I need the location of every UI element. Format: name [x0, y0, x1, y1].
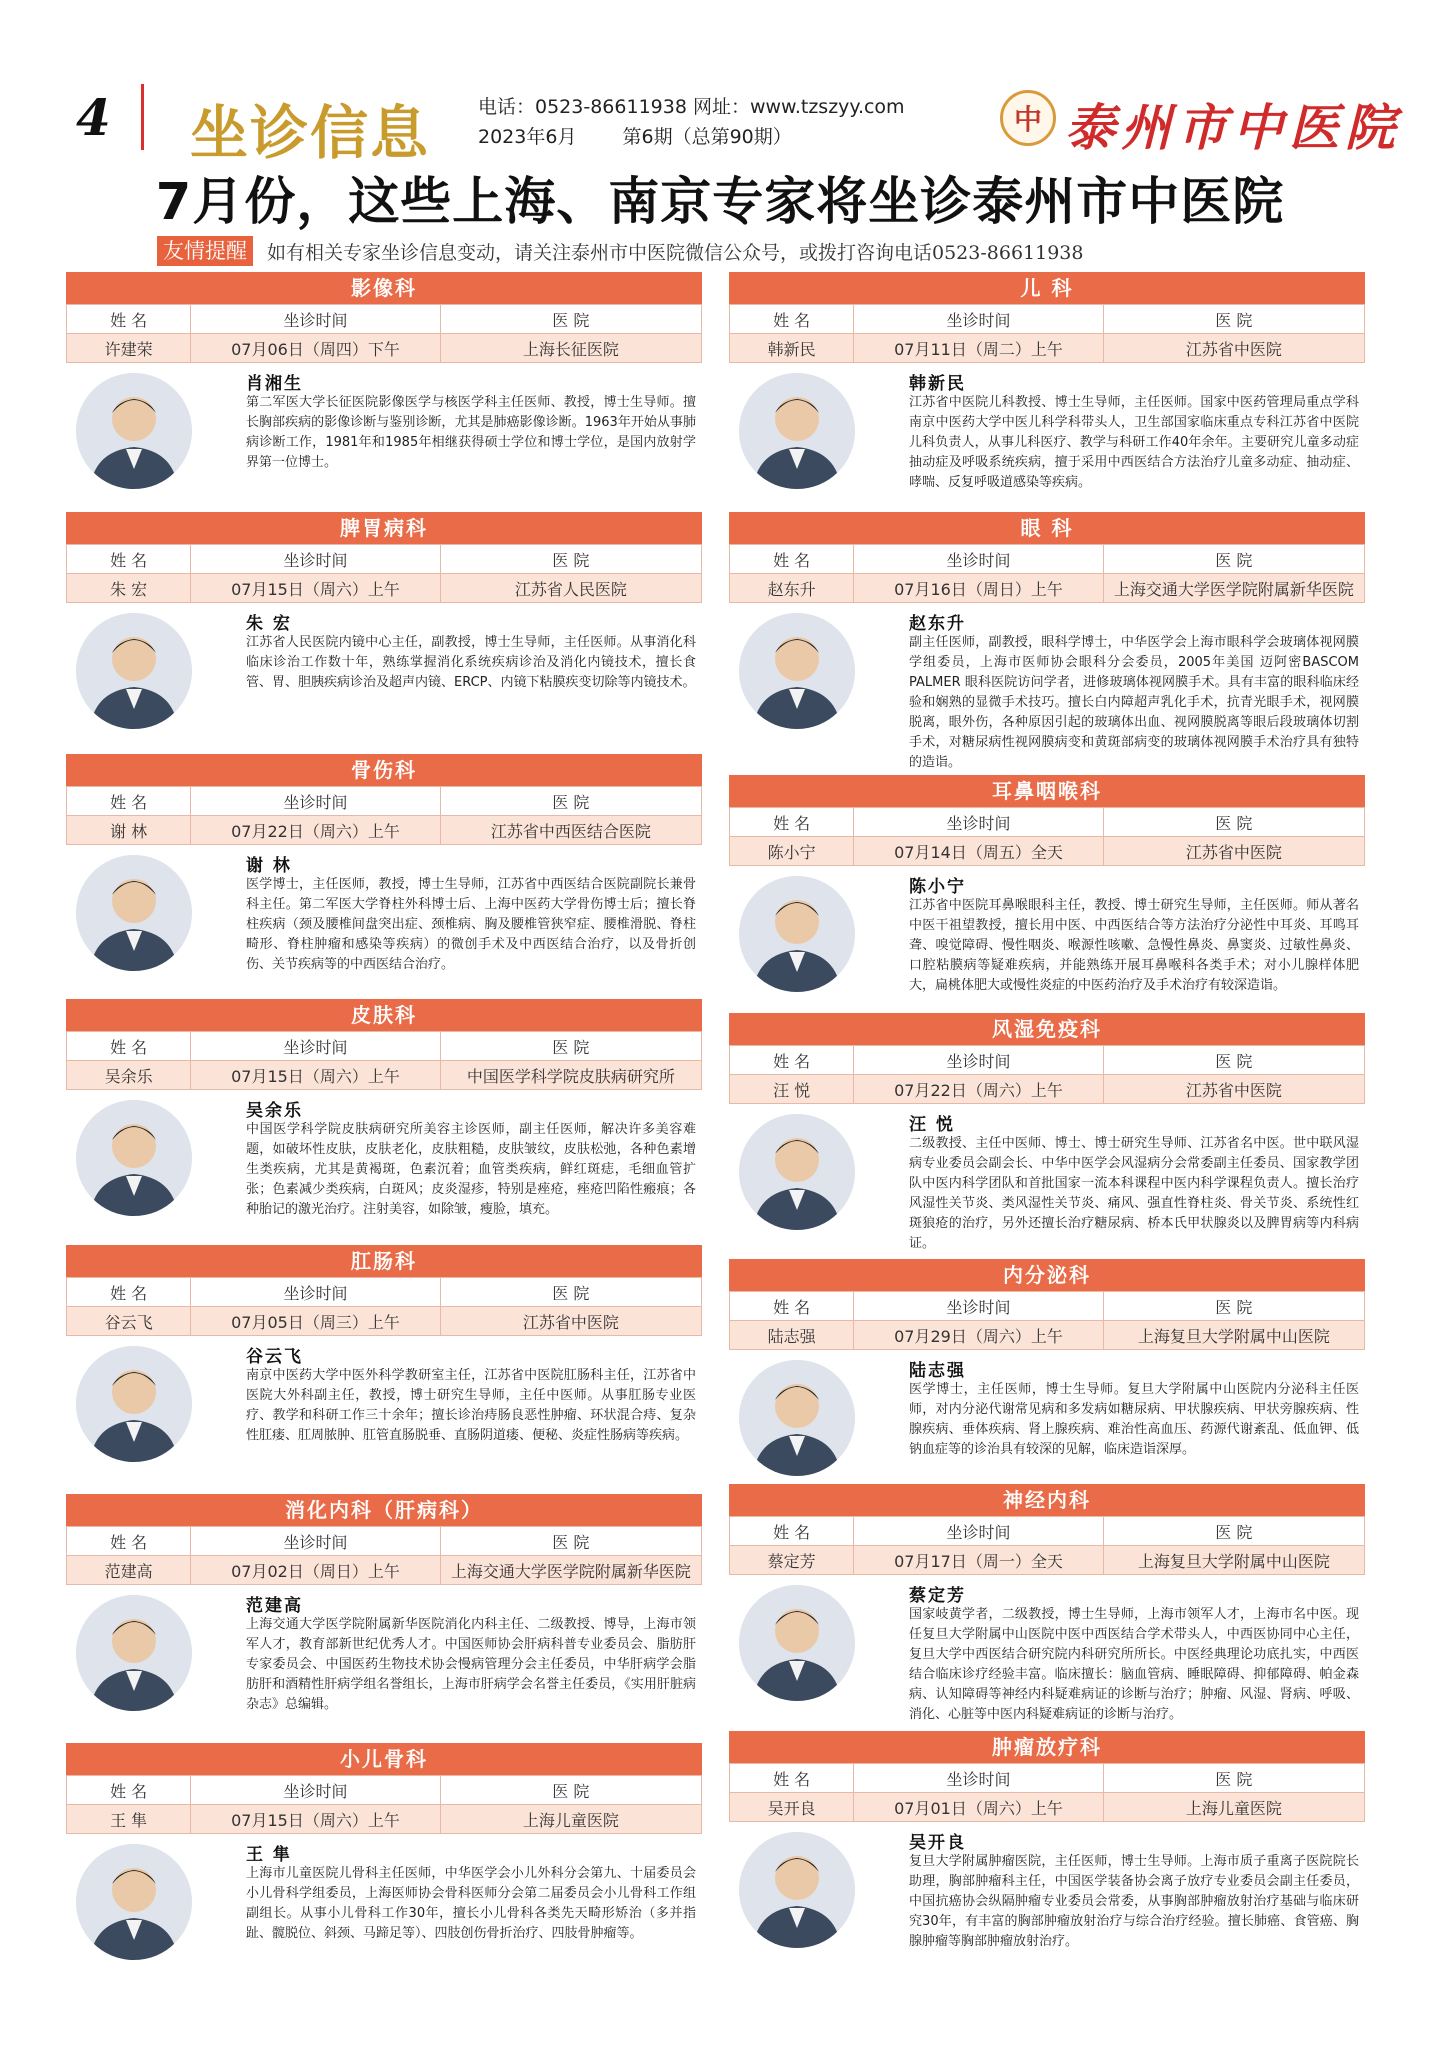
- table-row: [730, 574, 1365, 603]
- header-time: 坐诊时间: [854, 1292, 1103, 1321]
- doctor-bio: 第二军医大学长征医院影像医学与核医学科主任医师、教授，博士生导师。擅长胸部疾病的影像诊断与鉴别诊断，尤其是肺癌影像诊断。1963年开始从事肺病诊断工作，1981年和1985年相继获得硕士学位和博士学位，是国内放射学界第一位博士。: [246, 395, 696, 470]
- cell-hospital: 江苏省中医院: [1103, 837, 1364, 866]
- header-name: 姓 名: [730, 305, 854, 334]
- header-name: 姓 名: [730, 1046, 854, 1075]
- cell-hospital: 上海复旦大学附属中山医院: [1103, 1546, 1364, 1575]
- doctor-bio: 医学博士，主任医师，博士生导师。复旦大学附属中山医院内分泌科主任医师，对内分泌代谢常见病和多发病如糖尿病、甲状腺疾病、甲状旁腺疾病、性腺疾病、垂体疾病、肾上腺疾病、难治性高血压、药源代谢紊乱、低血钾、低钠血症等的诊治具有较深的见解，临床造诣深厚。: [909, 1382, 1359, 1457]
- header-name: 姓 名: [67, 305, 191, 334]
- doctor-bio: 江苏省中医院儿科教授、博士生导师，主任医师。国家中医药管理局重点学科南京中医药大学中医儿科学科带头人，卫生部国家临床重点专科江苏省中医院儿科负责人，从事儿科医疗、教学与科研工作40年余年。主要研究儿童多动症抽动症及呼吸系统疾病，擅于采用中西医结合方法治疗儿童多动症、抽动症、哮喘、反复呼吸道感染等疾病。: [909, 395, 1359, 490]
- dept-block: [66, 1245, 702, 1493]
- doctor-name: 肖湘生: [246, 374, 303, 394]
- table-header-row: [67, 305, 702, 334]
- avatar-icon: [739, 1360, 855, 1476]
- schedule-table: [66, 1775, 702, 1834]
- cell-name: 王 隼: [67, 1805, 191, 1834]
- avatar-icon: [76, 1100, 192, 1216]
- doctor-profile: [729, 1350, 1365, 1480]
- schedule-table: [729, 544, 1365, 603]
- table-header-row: [67, 1278, 702, 1307]
- cell-name: 谢 林: [67, 816, 191, 845]
- cell-name: 陈小宁: [730, 837, 854, 866]
- doctor-bio: 上海交通大学医学院附属新华医院消化内科主任、二级教授、博导，上海市领军人才，教育部新世纪优秀人才。中国医师协会肝病科普专业委员会、脂肪肝专家委员会、中国医药生物技术协会慢病管理分会主任委员，中华肝病学会脂肪肝和酒精性肝病学组名誉组长，上海市肝病学会名誉主任委员，《实用肝脏病杂志》总编辑。: [246, 1617, 696, 1712]
- table-header-row: [67, 1032, 702, 1061]
- cell-name: 吴余乐: [67, 1061, 191, 1090]
- doctor-bio: 二级教授、主任中医师、博士、博士研究生导师、江苏省名中医。世中联风湿病专业委员会副会长、中华中医学会风湿病分会常委副主任委员、国家教学团队中医内科学团队和首批国家一流本科课程中医内科学课程负责人。擅长治疗风湿性关节炎、类风湿性关节炎、痛风、强直性脊柱炎、骨关节炎、系统性红斑狼疮的治疗，另外还擅长治疗糖尿病、桥本氏甲状腺炎以及脾胃病等内科病证。: [909, 1136, 1359, 1251]
- contact-info: [478, 92, 905, 152]
- avatar-icon: [739, 1585, 855, 1701]
- doctor-profile: [66, 1585, 702, 1715]
- reminder: [157, 236, 1083, 266]
- cell-name: 韩新民: [730, 334, 854, 363]
- cell-name: 朱 宏: [67, 574, 191, 603]
- headline: 7月份，这些上海、南京专家将坐诊泰州市中医院: [155, 173, 1285, 232]
- dept-title: 消化内科（肝病科）: [66, 1494, 702, 1526]
- cell-hospital: 上海交通大学医学院附属新华医院: [1103, 574, 1364, 603]
- dept-block: [66, 512, 702, 752]
- table-row: [67, 1307, 702, 1336]
- cell-hospital: 江苏省中西医结合医院: [440, 816, 701, 845]
- cell-name: 许建荣: [67, 334, 191, 363]
- doctor-name: 陆志强: [909, 1361, 966, 1381]
- doctor-name: 吴开良: [909, 1833, 966, 1853]
- dept-block: [66, 999, 702, 1245]
- header-hospital: 医 院: [440, 545, 701, 574]
- cell-hospital: 江苏省中医院: [1103, 334, 1364, 363]
- dept-block: [729, 1259, 1365, 1484]
- cell-hospital: 江苏省中医院: [440, 1307, 701, 1336]
- schedule-table: [729, 1516, 1365, 1575]
- header-hospital: 医 院: [1103, 1292, 1364, 1321]
- cell-time: 07月05日（周三）上午: [191, 1307, 440, 1336]
- cell-hospital: 上海交通大学医学院附属新华医院: [440, 1556, 701, 1585]
- header-time: 坐诊时间: [191, 787, 440, 816]
- dept-block: [729, 775, 1365, 1013]
- doctor-name: 范建高: [246, 1596, 303, 1616]
- header-hospital: 医 院: [440, 1032, 701, 1061]
- doctor-profile: [66, 1090, 702, 1220]
- dept-title: 肿瘤放疗科: [729, 1731, 1365, 1763]
- cell-hospital: 上海儿童医院: [1103, 1793, 1364, 1822]
- doctor-photo: [76, 855, 192, 971]
- issue-number: 第6期（总第90期）: [622, 126, 792, 148]
- doctor-name: 王 隼: [246, 1845, 292, 1865]
- dept-title: 眼 科: [729, 512, 1365, 544]
- table-header-row: [67, 787, 702, 816]
- schedule-table: [729, 1291, 1365, 1350]
- avatar-icon: [739, 876, 855, 992]
- doctor-name: 谷云飞: [246, 1347, 303, 1367]
- table-header-row: [730, 1764, 1365, 1793]
- cell-time: 07月15日（周六）上午: [191, 1805, 440, 1834]
- header-name: 姓 名: [67, 1776, 191, 1805]
- header-name: 姓 名: [67, 1278, 191, 1307]
- avatar-icon: [76, 373, 192, 489]
- table-row: [730, 837, 1365, 866]
- cell-time: 07月15日（周六）上午: [191, 574, 440, 603]
- header-hospital: 医 院: [440, 1527, 701, 1556]
- hospital-logo-icon: 中: [1000, 90, 1056, 146]
- cell-time: 07月01日（周六）上午: [854, 1793, 1103, 1822]
- doctor-name: 陈小宁: [909, 877, 966, 897]
- header-name: 姓 名: [67, 1032, 191, 1061]
- header-time: 坐诊时间: [854, 1764, 1103, 1793]
- dept-title: 皮肤科: [66, 999, 702, 1031]
- cell-time: 07月17日（周一）全天: [854, 1546, 1103, 1575]
- dept-block: [66, 272, 702, 512]
- schedule-table: [66, 304, 702, 363]
- dept-title: 骨伤科: [66, 754, 702, 786]
- cell-time: 07月16日（周日）上午: [854, 574, 1103, 603]
- avatar-icon: [739, 613, 855, 729]
- doctor-name: 韩新民: [909, 374, 966, 394]
- schedule-table: [66, 1031, 702, 1090]
- doctor-photo: [76, 1844, 192, 1960]
- table-header-row: [67, 545, 702, 574]
- avatar-icon: [76, 1595, 192, 1711]
- doctor-photo: [739, 1832, 855, 1948]
- doctor-photo: [76, 613, 192, 729]
- doctor-name: 蔡定芳: [909, 1586, 966, 1606]
- cell-hospital: 上海儿童医院: [440, 1805, 701, 1834]
- doctor-photo: [739, 876, 855, 992]
- doctor-profile: [66, 363, 702, 493]
- cell-name: 蔡定芳: [730, 1546, 854, 1575]
- table-header-row: [730, 545, 1365, 574]
- doctor-profile: [729, 1822, 1365, 1952]
- cell-time: 07月02日（周日）上午: [191, 1556, 440, 1585]
- avatar-icon: [76, 1346, 192, 1462]
- dept-title: 小儿骨科: [66, 1743, 702, 1775]
- avatar-icon: [76, 1844, 192, 1960]
- header-name: 姓 名: [730, 1517, 854, 1546]
- doctor-bio: 江苏省中医院耳鼻喉眼科主任，教授、博士研究生导师，主任医师。师从著名中医干祖望教授，擅长用中医、中西医结合等方法治疗分泌性中耳炎、耳鸣耳聋、嗅觉障碍、慢性咽炎、喉源性咳嗽、急慢性鼻炎、鼻窦炎、过敏性鼻炎、口腔粘膜病等疑难疾病，并能熟练开展耳鼻喉科各类手术；对小儿腺样体肥大，扁桃体肥大或慢性炎症的中医药治疗及手术治疗有较深造诣。: [909, 898, 1359, 993]
- doctor-name: 汪 悦: [909, 1115, 955, 1135]
- dept-title: 肛肠科: [66, 1245, 702, 1277]
- header-name: 姓 名: [67, 545, 191, 574]
- avatar-icon: [76, 855, 192, 971]
- masthead: [0, 0, 1440, 167]
- doctor-bio: 副主任医师，副教授，眼科学博士，中华医学会上海市眼科学会玻璃体视网膜学组委员，上海市医师协会眼科分会委员，2005年美国 迈阿密BASCOM PALMER 眼科医院访问学者，进修玻璃体视网膜手术。具有丰富的眼科临床经验和娴熟的显微手术技巧。擅长白内障超声乳化手术，抗青光眼手术，视网膜脱离，眼外伤，各种原因引起的玻璃体出血、视网膜脱离等眼后段玻璃体切割手术，对糖尿病性视网膜病变和黄斑部病变的玻璃体视网膜手术治疗具有独特的造诣。: [909, 635, 1359, 770]
- doctor-bio: 中国医学科学院皮肤病研究所美容主诊医师，副主任医师，解决许多美容难题，如破坏性皮肤，皮肤老化，皮肤粗糙，皮肤皱纹，皮肤松弛，各种色素增生类疾病，尤其是黄褐斑，色素沉着；血管类疾病，鲜红斑痣，毛细血管扩张；色素减少类疾病，白斑风；皮炎湿疹，特别是痤疮，痤疮凹陷性瘢痕；各种胎记的激光治疗。注射美容，如除皱，瘦脸，填充。: [246, 1122, 696, 1217]
- doctor-photo: [76, 1100, 192, 1216]
- dept-title: 儿 科: [729, 272, 1365, 304]
- schedule-table: [66, 1277, 702, 1336]
- avatar-icon: [739, 373, 855, 489]
- header-hospital: 医 院: [1103, 1046, 1364, 1075]
- dept-block: [729, 512, 1365, 775]
- section-title: 坐诊信息: [190, 99, 431, 167]
- header-time: 坐诊时间: [191, 305, 440, 334]
- header-time: 坐诊时间: [191, 1776, 440, 1805]
- cell-hospital: 上海复旦大学附属中山医院: [1103, 1321, 1364, 1350]
- table-row: [67, 334, 702, 363]
- header-time: 坐诊时间: [191, 1527, 440, 1556]
- dept-block: [66, 1494, 702, 1743]
- cell-name: 范建高: [67, 1556, 191, 1585]
- schedule-table: [729, 1763, 1365, 1822]
- table-row: [67, 1061, 702, 1090]
- cell-name: 陆志强: [730, 1321, 854, 1350]
- header-time: 坐诊时间: [854, 305, 1103, 334]
- doctor-profile: [66, 1834, 702, 1964]
- doctor-name: 谢 林: [246, 856, 292, 876]
- cell-time: 07月22日（周六）上午: [191, 816, 440, 845]
- table-header-row: [730, 1292, 1365, 1321]
- dept-block: [66, 1743, 702, 1988]
- header-hospital: 医 院: [1103, 545, 1364, 574]
- header-hospital: 医 院: [1103, 1764, 1364, 1793]
- doctor-bio: 医学博士，主任医师，教授，博士生导师，江苏省中西医结合医院副院长兼骨科主任。第二军医大学脊柱外科博士后、上海中医药大学骨伤博士后；擅长脊柱疾病（颈及腰椎间盘突出症、颈椎病、胸及腰椎管狭窄症、腰椎滑脱、脊柱畸形、脊柱肿瘤和感染等疾病）的微创手术及中西医结合治疗，以及骨折创伤、关节疾病等的中西医结合治疗。: [246, 877, 696, 972]
- header-time: 坐诊时间: [191, 1278, 440, 1307]
- table-row: [730, 1793, 1365, 1822]
- dept-title: 脾胃病科: [66, 512, 702, 544]
- doctor-profile: [729, 603, 1365, 770]
- doctor-photo: [76, 1346, 192, 1462]
- table-row: [67, 1805, 702, 1834]
- header-hospital: 医 院: [440, 787, 701, 816]
- header-name: 姓 名: [730, 808, 854, 837]
- page-number: 4: [76, 88, 111, 147]
- dept-title: 内分泌科: [729, 1259, 1365, 1291]
- cell-hospital: 江苏省人民医院: [440, 574, 701, 603]
- header-time: 坐诊时间: [854, 1517, 1103, 1546]
- header-hospital: 医 院: [440, 305, 701, 334]
- header-hospital: 医 院: [440, 1776, 701, 1805]
- doctor-profile: [66, 1336, 702, 1466]
- doctor-bio: 南京中医药大学中医外科学教研室主任，江苏省中医院肛肠科主任，江苏省中医院大外科副主任，教授，博士研究生导师，主任中医师。从事肛肠专业医疗、教学和科研工作三十余年；擅长诊治痔肠良恶性肿瘤、环状混合痔、复杂性肛瘘、肛周脓肿、肛管直肠脱垂、直肠阴道瘘、便秘、炎症性肠病等疾病。: [246, 1368, 696, 1443]
- schedule-table: [66, 786, 702, 845]
- table-header-row: [730, 1046, 1365, 1075]
- table-header-row: [730, 1517, 1365, 1546]
- schedule-table: [729, 1045, 1365, 1104]
- table-row: [67, 1556, 702, 1585]
- table-row: [730, 1075, 1365, 1104]
- doctor-bio: 复旦大学附属肿瘤医院，主任医师，博士生导师。上海市质子重离子医院院长助理，胸部肿瘤科主任，中国医学装备协会离子放疗专业委员会副主任委员，中国抗癌协会纵隔肿瘤专业委员会常委，从事胸部肿瘤放射治疗基础与临床研究30年，有丰富的胸部肿瘤放射治疗与综合治疗经验。擅长肺癌、食管癌、胸腺肿瘤等胸部肿瘤放射治疗。: [909, 1854, 1359, 1949]
- table-row: [67, 816, 702, 845]
- cell-time: 07月22日（周六）上午: [854, 1075, 1103, 1104]
- dept-title: 风湿免疫科: [729, 1013, 1365, 1045]
- doctor-photo: [76, 373, 192, 489]
- header-name: 姓 名: [730, 1764, 854, 1793]
- contact-phone: 电话：0523-86611938 网址：www.tzszyy.com: [478, 96, 905, 118]
- header-time: 坐诊时间: [191, 1032, 440, 1061]
- cell-name: 汪 悦: [730, 1075, 854, 1104]
- header-hospital: 医 院: [440, 1278, 701, 1307]
- header-name: 姓 名: [67, 787, 191, 816]
- doctor-photo: [739, 373, 855, 489]
- cell-time: 07月14日（周五）全天: [854, 837, 1103, 866]
- issue-info: [478, 122, 905, 152]
- doctor-bio: 江苏省人民医院内镜中心主任，副教授，博士生导师，主任医师。从事消化科临床诊治工作数十年，熟练掌握消化系统疾病诊治及消化内镜技术，擅长食管、胃、胆胰疾病诊治及超声内镜、ERCP、内镜下粘膜疾变切除等内镜技术。: [246, 635, 696, 690]
- dept-block: [729, 1013, 1365, 1259]
- doctor-photo: [739, 1360, 855, 1476]
- dept-title: 耳鼻咽喉科: [729, 775, 1365, 807]
- doctor-bio: 上海市儿童医院儿骨科主任医师，中华医学会小儿外科分会第九、十届委员会小儿骨科学组委员，上海医师协会骨科医师分会第二届委员会小儿骨科工作组副组长。从事小儿骨科工作30年，擅长小儿骨科各类先天畸形矫治（多并指趾、髋脱位、斜颈、马蹄足等）、四肢创伤骨折治疗、四肢骨肿瘤等。: [246, 1866, 696, 1941]
- doctor-name: 吴余乐: [246, 1101, 303, 1121]
- table-row: [730, 1546, 1365, 1575]
- doctor-name: 朱 宏: [246, 614, 292, 634]
- header-time: 坐诊时间: [854, 1046, 1103, 1075]
- header-hospital: 医 院: [1103, 305, 1364, 334]
- table-header-row: [730, 808, 1365, 837]
- header-time: 坐诊时间: [854, 808, 1103, 837]
- reminder-tag: 友情提醒: [157, 236, 253, 266]
- header-name: 姓 名: [730, 1292, 854, 1321]
- divider: [141, 84, 144, 150]
- dept-block: [729, 272, 1365, 512]
- header-time: 坐诊时间: [191, 545, 440, 574]
- cell-hospital: 江苏省中医院: [1103, 1075, 1364, 1104]
- dept-block: [729, 1484, 1365, 1731]
- table-header-row: [730, 305, 1365, 334]
- hospital-logo-text: 泰州市中医院: [1065, 98, 1401, 157]
- doctor-profile: [729, 866, 1365, 996]
- cell-time: 07月06日（周四）下午: [191, 334, 440, 363]
- doctor-profile: [729, 1104, 1365, 1251]
- avatar-icon: [76, 613, 192, 729]
- doctor-photo: [739, 1114, 855, 1230]
- dept-title: 神经内科: [729, 1484, 1365, 1516]
- header-time: 坐诊时间: [854, 545, 1103, 574]
- avatar-icon: [739, 1114, 855, 1230]
- reminder-text: 如有相关专家坐诊信息变动，请关注泰州市中医院微信公众号，或拨打咨询电话0523-86611938: [267, 241, 1084, 264]
- cell-time: 07月15日（周六）上午: [191, 1061, 440, 1090]
- header-hospital: 医 院: [1103, 1517, 1364, 1546]
- doctor-photo: [739, 1585, 855, 1701]
- schedule-table: [729, 807, 1365, 866]
- doctor-photo: [739, 613, 855, 729]
- cell-name: 谷云飞: [67, 1307, 191, 1336]
- doctor-name: 赵东升: [909, 614, 966, 634]
- cell-name: 赵东升: [730, 574, 854, 603]
- doctor-profile: [729, 363, 1365, 493]
- cell-time: 07月11日（周二）上午: [854, 334, 1103, 363]
- doctor-profile: [729, 1575, 1365, 1722]
- cell-hospital: 上海长征医院: [440, 334, 701, 363]
- doctor-bio: 国家岐黄学者，二级教授，博士生导师，上海市领军人才，上海市名中医。现任复旦大学附属中山医院中医中西医结合学术带头人，中西医协同中心主任，复旦大学中西医结合研究院内科研究所所长。中医经典理论功底扎实，中西医结合临床诊疗经验丰富。临床擅长：脑血管病、睡眠障碍、抑郁障碍、帕金森病、认知障碍等神经内科疑难病证的诊断与治疗；肿瘤、风湿、肾病、呼吸、消化、心脏等中医内科疑难病证的诊断与治疗。: [909, 1607, 1359, 1722]
- table-header-row: [67, 1776, 702, 1805]
- schedule-table: [66, 544, 702, 603]
- schedule-table: [66, 1526, 702, 1585]
- cell-name: 吴开良: [730, 1793, 854, 1822]
- doctor-photo: [76, 1595, 192, 1711]
- issue-date: 2023年6月: [478, 126, 577, 148]
- table-row: [67, 574, 702, 603]
- cell-hospital: 中国医学科学院皮肤病研究所: [440, 1061, 701, 1090]
- table-row: [730, 334, 1365, 363]
- dept-block: [729, 1731, 1365, 1989]
- table-row: [730, 1321, 1365, 1350]
- dept-block: [66, 754, 702, 997]
- avatar-icon: [739, 1832, 855, 1948]
- header-name: 姓 名: [730, 545, 854, 574]
- dept-title: 影像科: [66, 272, 702, 304]
- header-name: 姓 名: [67, 1527, 191, 1556]
- schedule-table: [729, 304, 1365, 363]
- doctor-profile: [66, 845, 702, 975]
- table-header-row: [67, 1527, 702, 1556]
- header-hospital: 医 院: [1103, 808, 1364, 837]
- doctor-profile: [66, 603, 702, 733]
- cell-time: 07月29日（周六）上午: [854, 1321, 1103, 1350]
